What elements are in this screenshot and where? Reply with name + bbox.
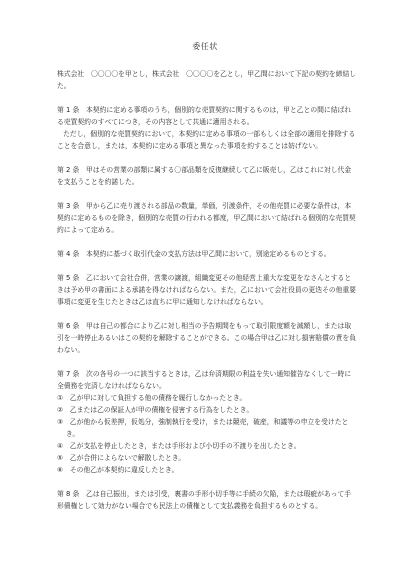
document-title: 委任状 <box>192 42 218 51</box>
intro-paragraph: 株式会社 〇〇〇〇を甲とし，株式会社 〇〇〇〇を乙とし，甲乙間において下記の契約を締結した。 <box>57 70 357 90</box>
article-2-text: 第 2 条 甲はその営業の部類に属する〇部品類を反復継続して乙に販売し，乙はこれに対し代金を支払うことを約諾した。 <box>57 166 352 186</box>
article-7 <box>57 368 357 476</box>
list-item: ③ 乙が他から仮差押，仮処分，強制執行を受け，または競売，破産，和議等の申立を受けたとき。 <box>57 418 349 438</box>
article-2 <box>57 164 357 188</box>
article-1 <box>57 104 357 152</box>
list-item: ② 乙または乙の保証人が甲の債権を侵害する行為をしたとき。 <box>57 406 254 414</box>
article-7-items <box>57 392 357 476</box>
article-4-text: 第 4 条 本契約に基づく取引代金の支払方法は甲乙間において，別途定めるものとする。 <box>57 250 331 258</box>
article-7-text: 第 7 条 次の各号の一つに該当するときは，乙は弁済期限の利益を失い通知催告なくして一時に全債務を完済しなければならない。 <box>57 370 352 390</box>
article-3-text: 第 3 条 甲から乙に売り渡される部品の数量，単価，引渡条件，その他売買に必要な条件は，本契約に定めるものを除き，個別的な売買の行われる都度，甲乙間において結ばれる個別的な売買契約によって定める。 <box>57 202 356 234</box>
document-body <box>57 68 357 524</box>
article-3 <box>57 200 357 236</box>
article-4 <box>57 248 357 260</box>
article-8-text: 第 8 条 乙は自己振出，または引受，裏書の手形小切手等に手続の欠陥，または瑕疵があって手形債権として効力がない場合でも民法上の債権として支払義務を負担するものとする。 <box>57 490 352 510</box>
article-6-text: 第 6 条 甲は自己の都合により乙に対し相当の予告期間をもって取引限度額を減額し，または取引を一時停止あるいはこの契約を解除することができる。この場合甲は乙に対し損害賠償の責を負わない。 <box>57 322 357 354</box>
article-1-proviso: ただし，個別的な売買契約において，本契約に定める事項の一部もしくは全部の適用を排除することを合意し，または，本契約に定める事項と異なった事項を約することは妨げない。 <box>57 130 356 150</box>
list-item: ① 乙が甲に対して負担する他の債務を履行しなかったとき。 <box>57 394 247 402</box>
list-item: ④ 乙が支払を停止したとき，または手形および小切手の不渡りを出したとき。 <box>57 442 301 450</box>
article-5-text: 第 5 条 乙において会社合併，営業の譲渡，組織変更その他経営上重大な変更をなさんとするときは予め甲の書面による承諾を得なければならない。また，乙において会社役員の更迭その他重要事項に変更を生じたときは乙は直ちに甲に通知しなければならない。 <box>57 274 357 306</box>
article-6 <box>57 320 357 356</box>
article-5 <box>57 272 357 308</box>
article-1-text: 第 1 条 本契約に定める事項のうち，個別的な売買契約に関するものは，甲と乙との間に結ばれる売買契約のすべてにつき，その内容として共通に適用される。 <box>57 106 352 126</box>
article-8 <box>57 488 357 512</box>
list-item: ⑥ その他乙が本契約に違反したとき。 <box>57 466 179 474</box>
list-item: ⑤ 乙が合併によらないで解散したとき。 <box>57 454 186 462</box>
